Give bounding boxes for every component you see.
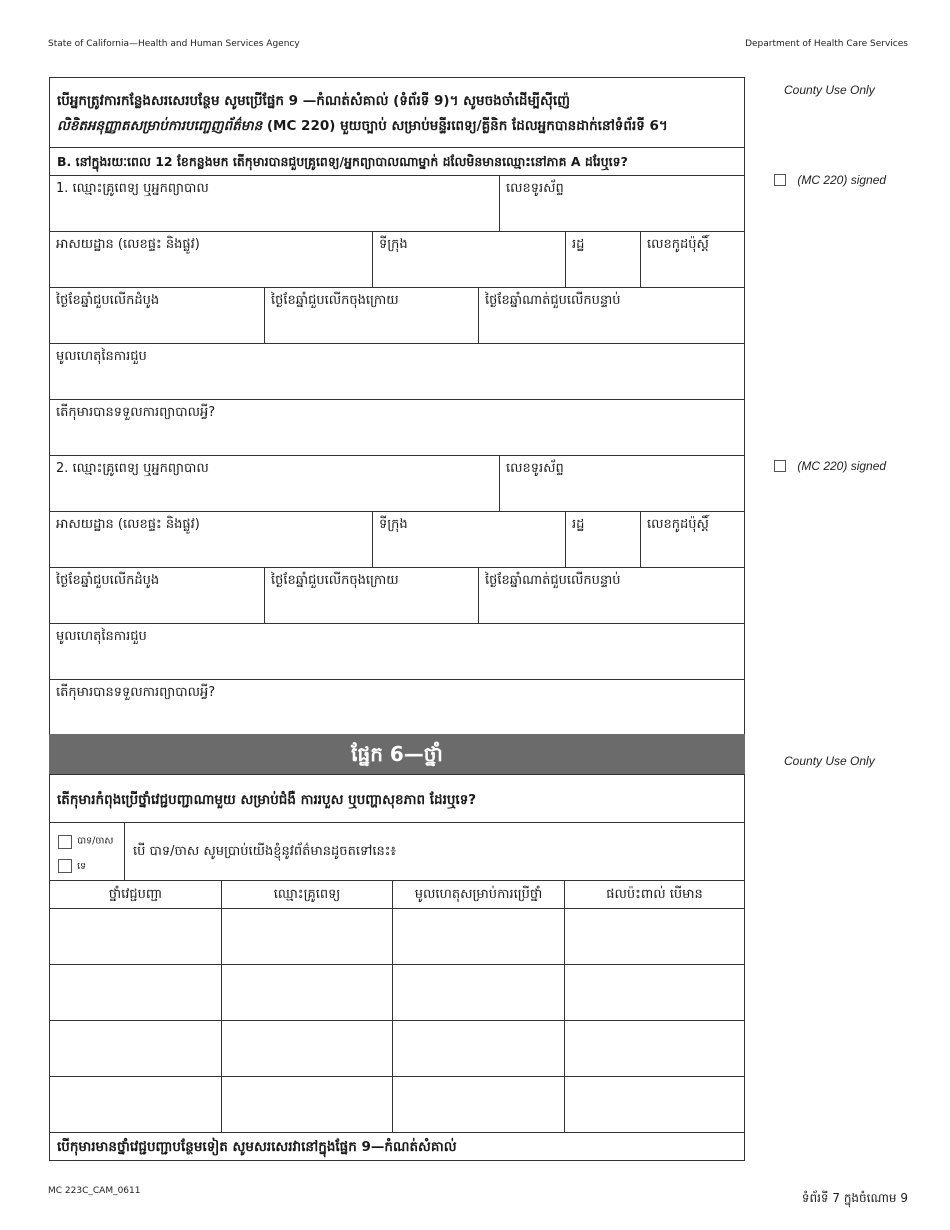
- page-number: ទំព័រទី 7 ក្នុងចំណោម 9: [801, 1191, 908, 1205]
- table-cell[interactable]: [222, 1021, 393, 1077]
- medication-table-header: [50, 881, 744, 909]
- yes-option[interactable]: [58, 831, 113, 850]
- provider-2-phone-field[interactable]: [500, 456, 745, 512]
- intro-line-2-rest: (MC 220) មួយច្បាប់ សម្រាប់មន្ទីរពេទ្យ/គ្លីនិក ដែលអ្នកបានដាក់នៅទំព័រទី 6។: [262, 118, 668, 134]
- mc220-signed-1-checkbox[interactable]: [774, 174, 786, 186]
- provider-1-reason-field[interactable]: [50, 344, 745, 400]
- section-b-question: B. នៅក្នុងរយៈពេល 12 ខែកន្លងមក តើកុមារបានជួបគ្រូពេទ្យ/អ្នកព្យាបាលណាម្នាក់ ដលែមិនមានឈ្មោះនៅភាគ A ដរែឬទេ?: [57, 154, 628, 169]
- section-6-title: ផ្នែក 6—ថ្នាំ: [351, 742, 443, 766]
- table-cell[interactable]: [50, 909, 222, 965]
- provider-1-treatment-label: តើកុមារបានទទួលការព្យាបាលអ្វី?: [56, 405, 216, 420]
- provider-1-first-visit-label: ថ្ងៃខែឆ្នាំជួបលើកដំបូង: [56, 293, 160, 308]
- county-use-only-label-1: County Use Only: [784, 83, 875, 97]
- provider-1-address-label: អាសយដ្ឋាន (លេខផ្ទះ និងផ្លូវ): [56, 237, 200, 252]
- mc220-signed-1-label: (MC 220) signed: [797, 172, 887, 187]
- mc220-signed-2[interactable]: [774, 458, 886, 473]
- provider-2-next-visit-field[interactable]: [479, 568, 745, 624]
- provider-1-zip-field[interactable]: [641, 232, 745, 288]
- agency-header: State of California—Health and Human Services Agency: [48, 39, 300, 49]
- yes-no-cell: [50, 823, 125, 881]
- provider-1-zip-label: លេខកូដប៉ុស្ដិ៍: [647, 237, 709, 252]
- provider-1-state-field[interactable]: [566, 232, 641, 288]
- provider-1-phone-label: លេខទូរស័ព្ទ: [506, 181, 564, 196]
- provider-2-address-label: អាសយដ្ឋាន (លេខផ្ទះ និងផ្លូវ): [56, 517, 200, 532]
- col-header-doctor: ឈ្មោះគ្រូពេទ្យ: [222, 881, 393, 909]
- intro-line-1: បើអ្នកត្រូវការកន្លែងសរសេរបន្ថែម សូមប្រើផ្នែក 9 —កំណត់សំគាល់ (ទំព័រទី 9)។ សូមចងចាំដើម្បីស៊ីញ៉េ: [57, 93, 571, 109]
- county-use-only-label-2: County Use Only: [784, 754, 875, 768]
- table-cell[interactable]: [222, 1077, 393, 1133]
- table-cell[interactable]: [565, 965, 744, 1021]
- section-b-question-row: [50, 148, 745, 176]
- provider-1-first-visit-field[interactable]: [50, 288, 265, 344]
- mc220-form-title: លិខិតអនុញ្ញាតសម្រាប់ការបញ្ចេញព័ត៌មាន: [57, 118, 263, 134]
- provider-2-state-field[interactable]: [566, 512, 641, 568]
- provider-2-first-visit-label: ថ្ងៃខែឆ្នាំជួបលើកដំបូង: [56, 573, 160, 588]
- table-cell[interactable]: [222, 909, 393, 965]
- provider-1-reason-label: មូលហេតុនៃការជួប: [56, 349, 147, 364]
- provider-1-name-label: 1. ឈ្មោះគ្រូពេទ្យ ឬអ្នកព្យាបាល: [56, 181, 209, 196]
- medication-question-row: [50, 775, 744, 823]
- provider-1-next-visit-field[interactable]: [479, 288, 745, 344]
- provider-2-name-label: 2. ឈ្មោះគ្រូពេទ្យ ឬអ្នកព្យាបាល: [56, 461, 209, 476]
- form-id: MC 223C_CAM_0611: [48, 1186, 141, 1196]
- provider-2-last-visit-label: ថ្ងៃខែឆ្នាំជួបលើកចុងក្រោយ: [271, 573, 399, 588]
- intro-box: [49, 77, 745, 147]
- table-cell[interactable]: [565, 909, 744, 965]
- table-cell[interactable]: [393, 965, 565, 1021]
- mc220-signed-2-checkbox[interactable]: [774, 460, 786, 472]
- mc220-signed-2-label: (MC 220) signed: [797, 458, 887, 473]
- department-header: Department of Health Care Services: [745, 39, 908, 49]
- provider-2-first-visit-field[interactable]: [50, 568, 265, 624]
- intro-line-2: [57, 117, 668, 137]
- col-header-reason: មូលហេតុសម្រាប់ការប្រើថ្នាំ: [393, 881, 565, 909]
- provider-2-name-field[interactable]: [50, 456, 500, 512]
- provider-2-reason-field[interactable]: [50, 624, 745, 680]
- provider-1-address-field[interactable]: [50, 232, 373, 288]
- table-cell[interactable]: [50, 1077, 222, 1133]
- section-6-form: [49, 774, 745, 1161]
- section-b-form: [49, 147, 745, 735]
- provider-1-last-visit-field[interactable]: [265, 288, 479, 344]
- provider-1-next-visit-label: ថ្ងៃខែឆ្នាំណាត់ជួបលើកបន្ទាប់: [485, 293, 621, 308]
- provider-1-phone-field[interactable]: [500, 176, 745, 232]
- table-cell[interactable]: [393, 909, 565, 965]
- provider-1-last-visit-label: ថ្ងៃខែឆ្នាំជួបលើកចុងក្រោយ: [271, 293, 399, 308]
- provider-2-phone-label: លេខទូរស័ព្ទ: [506, 461, 564, 476]
- provider-2-last-visit-field[interactable]: [265, 568, 479, 624]
- col-header-medication: ថ្នាំវេជ្ជបញ្ជា: [50, 881, 222, 909]
- provider-2-state-label: រដ្ឋ: [572, 517, 585, 532]
- provider-2-zip-field[interactable]: [641, 512, 745, 568]
- table-cell[interactable]: [50, 1021, 222, 1077]
- section-6-banner: [49, 734, 745, 774]
- no-checkbox[interactable]: [58, 859, 72, 873]
- table-cell[interactable]: [565, 1077, 744, 1133]
- provider-2-zip-label: លេខកូដប៉ុស្ដិ៍: [647, 517, 709, 532]
- provider-2-next-visit-label: ថ្ងៃខែឆ្នាំណាត់ជួបលើកបន្ទាប់: [485, 573, 621, 588]
- provider-2-treatment-label: តើកុមារបានទទួលការព្យាបាលអ្វី?: [56, 685, 216, 700]
- yes-checkbox[interactable]: [58, 835, 72, 849]
- provider-1-name-field[interactable]: [50, 176, 500, 232]
- no-option[interactable]: [58, 855, 86, 874]
- provider-1-city-field[interactable]: [373, 232, 566, 288]
- medication-question: តើកុមារកំពុងប្រើថ្នាំវេជ្ជបញ្ជាណាមួយ សម្រាប់ជំងឺ ការរបួស ឬបញ្ហាសុខភាព ដែរឬទេ?: [57, 792, 477, 808]
- table-cell[interactable]: [393, 1077, 565, 1133]
- no-label: ទេ: [77, 861, 87, 872]
- col-header-side-effects: ផលប៉ះពាល់ បើមាន: [606, 887, 703, 902]
- additional-medications-note: បើកុមារមានថ្នាំវេជ្ជបញ្ជាបន្ថែមទៀត សូមសរសេរវានៅក្នុងផ្នែក 9—កំណត់សំគាល់: [57, 1139, 457, 1155]
- if-yes-instruction: បើ បាទ/ចាស សូមប្រាប់យើងខ្ញុំនូវព័ត៌មានដូចតទៅនេះ៖: [133, 844, 397, 859]
- table-cell[interactable]: [222, 965, 393, 1021]
- mc220-signed-1[interactable]: [774, 172, 886, 187]
- table-cell[interactable]: [565, 1021, 744, 1077]
- provider-1-treatment-field[interactable]: [50, 400, 745, 456]
- provider-2-reason-label: មូលហេតុនៃការជួប: [56, 629, 147, 644]
- medication-table: [50, 881, 744, 1133]
- yes-label: បាទ/ចាស: [77, 835, 114, 847]
- provider-2-treatment-field[interactable]: [50, 680, 745, 736]
- if-yes-cell: [125, 823, 744, 881]
- provider-1-state-label: រដ្ឋ: [572, 237, 585, 252]
- provider-2-address-field[interactable]: [50, 512, 373, 568]
- provider-2-city-label: ទីក្រុង: [379, 517, 408, 532]
- table-cell[interactable]: [50, 965, 222, 1021]
- table-cell[interactable]: [393, 1021, 565, 1077]
- provider-1-city-label: ទីក្រុង: [379, 237, 408, 252]
- provider-2-city-field[interactable]: [373, 512, 566, 568]
